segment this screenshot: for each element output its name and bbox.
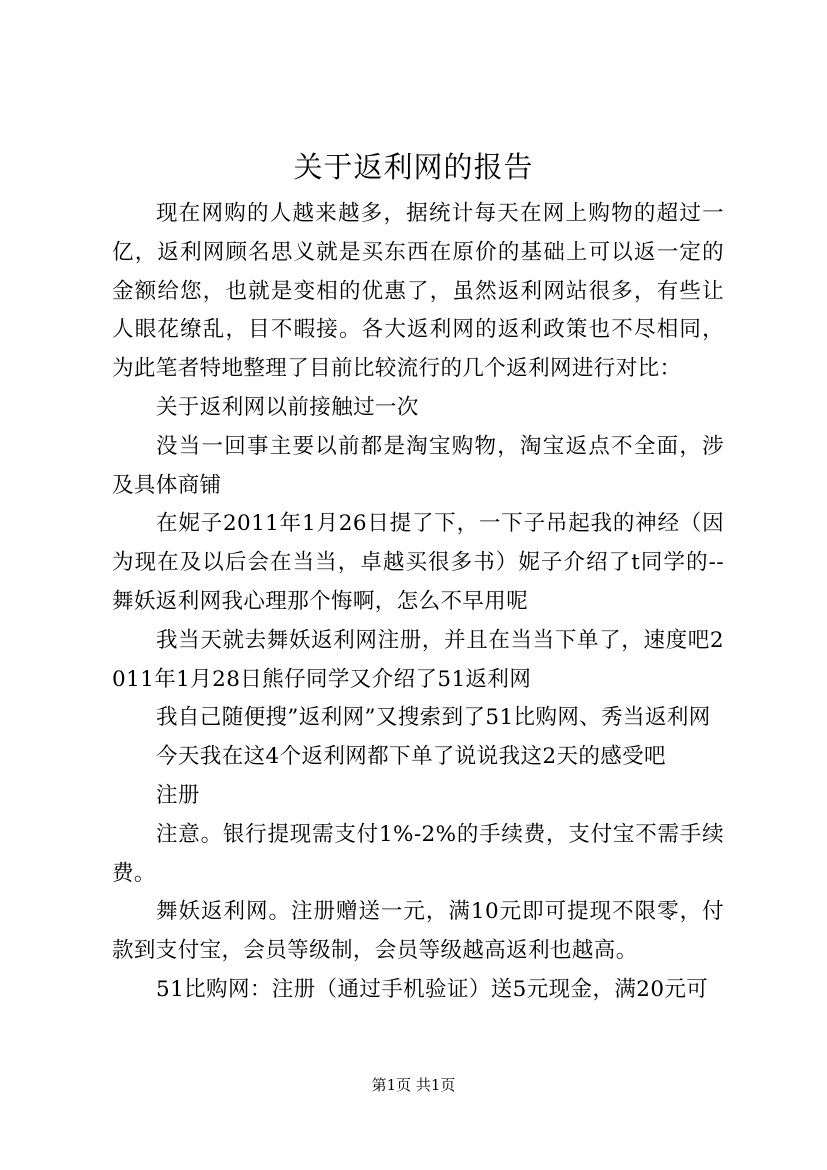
paragraph: 我当天就去舞妖返利网注册，并且在当当下单了，速度吧2011年1月28日熊仔同学又介绍了51返利网	[112, 627, 724, 692]
paragraph-heading-register: 注册	[156, 782, 200, 808]
document-body	[112, 195, 724, 1010]
page-number-footer: 第1页 共1页	[371, 1076, 456, 1094]
document-title: 关于返利网的报告	[293, 150, 534, 184]
paragraph: 关于返利网以前接触过一次	[156, 394, 419, 420]
paragraph: 51比购网：注册（通过手机验证）送5元现金，满20元可	[156, 976, 709, 1002]
paragraph: 没当一回事主要以前都是淘宝购物，淘宝返点不全面，涉及具体商铺	[112, 433, 724, 498]
paragraph: 在妮子2011年1月26日提了下，一下子吊起我的神经（因为现在及以后会在当当，卓越买很多书）妮子介绍了t同学的--舞妖返利网我心理那个悔啊，怎么不早用呢	[112, 511, 724, 614]
paragraph: 舞妖返利网。注册赠送一元，满10元即可提现不限零，付款到支付宝，会员等级制，会员等级越高返利也越高。	[112, 899, 724, 964]
paragraph: 今天我在这4个返利网都下单了说说我这2天的感受吧	[156, 744, 666, 770]
paragraph-intro: 现在网购的人越来越多，据统计每天在网上购物的超过一亿，返利网顾名思义就是买东西在原价的基础上可以返一定的金额给您，也就是变相的优惠了，虽然返利网站很多，有些让人眼花缭乱，目不暇接。各大返利网的返利政策也不尽相同，为此笔者特地整理了目前比较流行的几个返利网进行对比：	[112, 201, 724, 382]
paragraph: 我自己随便搜”返利网”又搜索到了51比购网、秀当返利网	[156, 705, 711, 731]
paragraph: 注意。银行提现需支付1%-2%的手续费，支付宝不需手续费。	[112, 821, 724, 886]
